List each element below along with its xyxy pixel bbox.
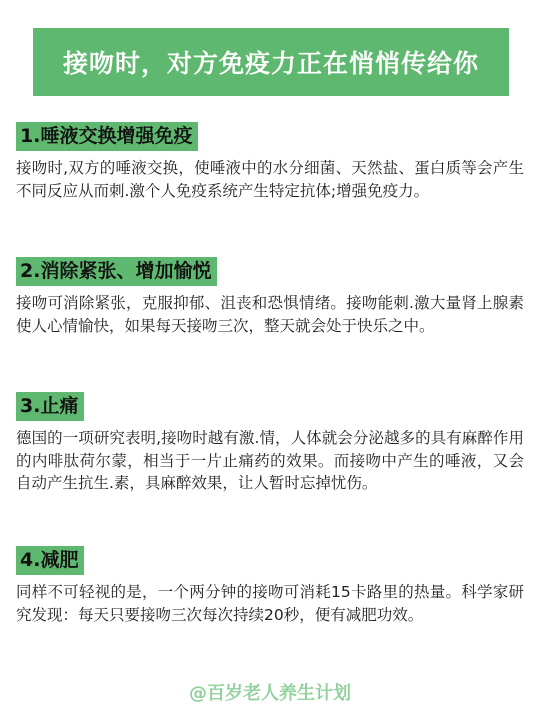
section-body: 接吻时,双方的唾液交换，使唾液中的水分细菌、天然盐、蛋白质等会产生不同反应从而刺.激个人免疫系统产生特定抗体;增强免疫力。 <box>16 159 524 200</box>
section-pain-relief <box>16 392 524 495</box>
section-saliva-immunity <box>16 122 524 202</box>
section-weight-loss <box>16 546 524 626</box>
section-body: 德国的一项研究表明,接吻时越有激.情，人体就会分泌越多的具有麻醉作用的内啡肽荷尔蒙，相当于一片止痛药的效果。而接吻中产生的唾液，又会自动产生抗生.素，具麻醉效果，让人暂时忘掉忧伤。 <box>16 429 524 492</box>
title-banner <box>33 28 509 96</box>
section-heading: 4.减肥 <box>16 546 84 575</box>
section-heading: 1.唾液交换增强免疫 <box>16 122 198 151</box>
section-relieve-tension <box>16 257 524 337</box>
section-body: 接吻可消除紧张，克服抑郁、沮丧和恐惧情绪。接吻能刺.激大量肾上腺素使人心情愉快，如果每天接吻三次，整天就会处于快乐之中。 <box>16 294 524 335</box>
section-heading: 2.消除紧张、增加愉悦 <box>16 257 217 286</box>
footer-watermark: @百岁老人养生计划 <box>189 683 351 704</box>
section-body: 同样不可轻视的是，一个两分钟的接吻可消耗15卡路里的热量。科学家研究发现：每天只要接吻三次每次持续20秒，便有减肥功效。 <box>16 583 524 624</box>
section-heading: 3.止痛 <box>16 392 84 421</box>
page-title: 接吻时，对方免疫力正在悄悄传给你 <box>62 49 479 78</box>
